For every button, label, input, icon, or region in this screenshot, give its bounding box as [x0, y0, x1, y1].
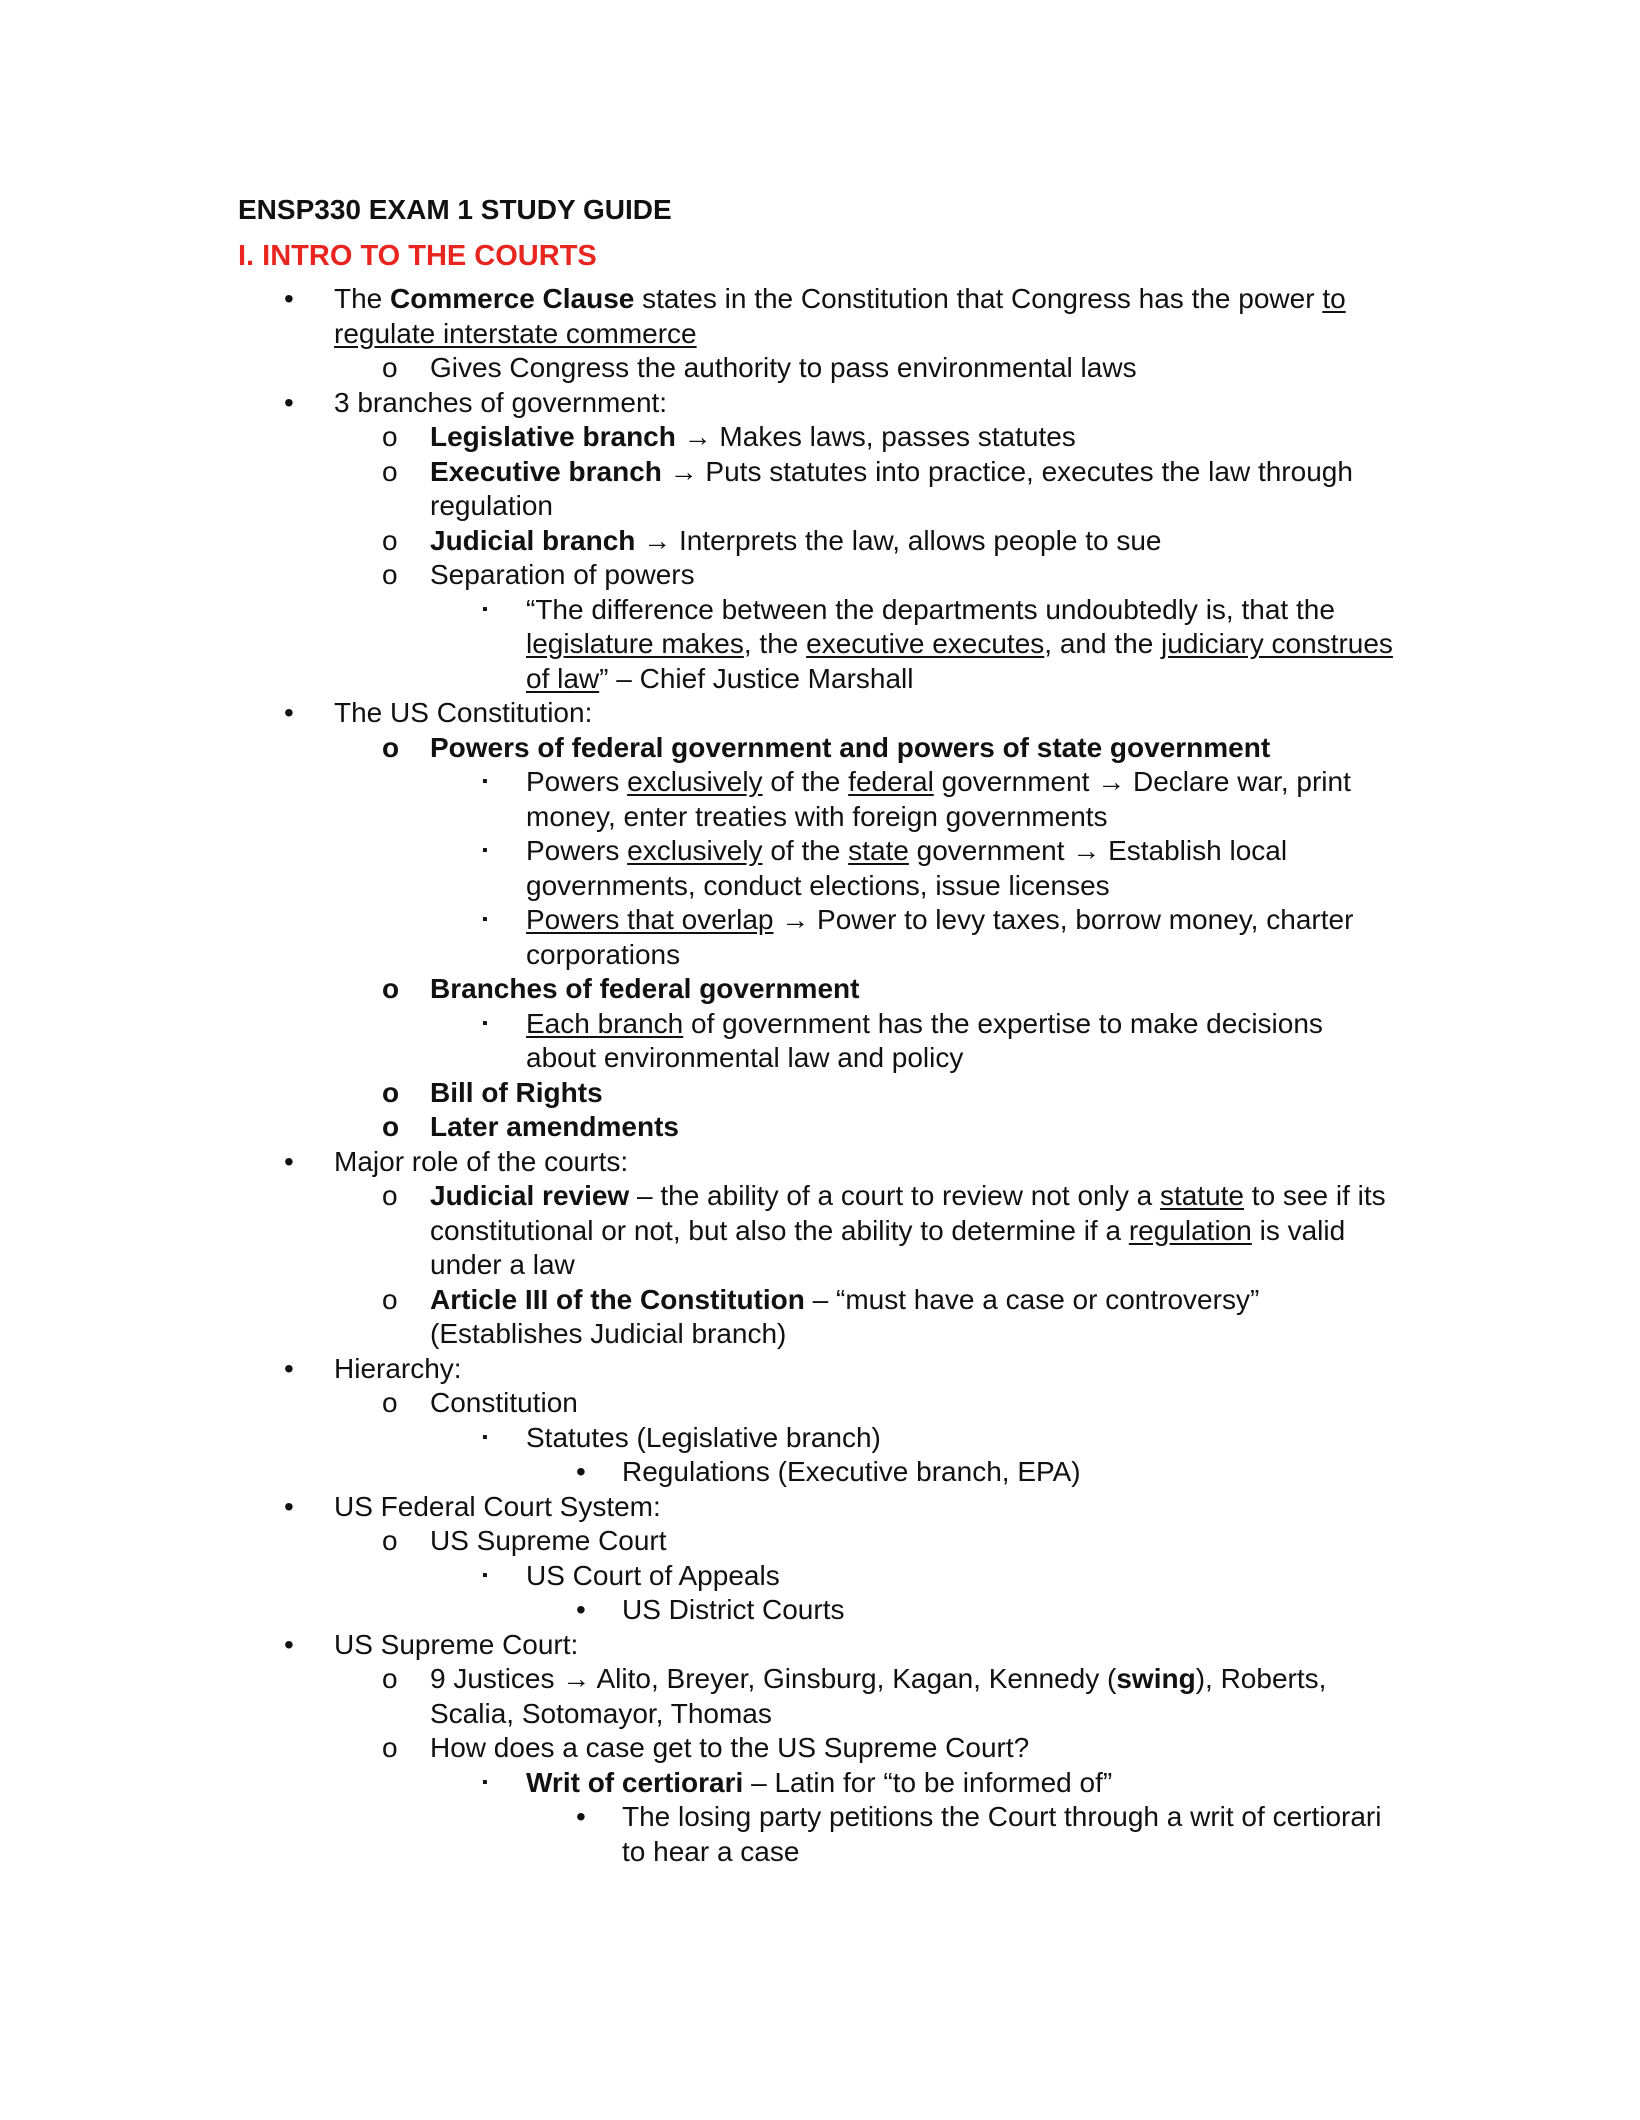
bullet-marker: • — [284, 386, 294, 418]
underlined-text: legislature makes — [526, 628, 744, 659]
item-text: 3 branches of government: — [334, 386, 668, 418]
outline-item-level-2 — [238, 524, 1398, 559]
bold-term: Branches of federal government — [430, 973, 860, 1004]
bold-term: Powers of federal government and powers of state government — [430, 731, 1271, 763]
item-text: Powers — [526, 835, 628, 866]
bold-term: Commerce Clause — [390, 283, 635, 314]
bullet-marker: • — [284, 1145, 294, 1177]
item-text: US Court of Appeals — [526, 1559, 780, 1591]
circle-marker: o — [382, 352, 398, 383]
bold-term: Judicial review — [430, 1180, 630, 1211]
item-text: Powers — [526, 766, 628, 797]
item-text: → Power to levy taxes, borrow money, charter corporations — [526, 904, 1354, 970]
outline-item-level-2 — [238, 1524, 1398, 1559]
item-text: 9 Justices → Alito, Breyer, Ginsburg, Kagan, Kennedy ( — [430, 1663, 1117, 1694]
item-text: US Federal Court System: — [334, 1490, 661, 1522]
section-heading: I. INTRO TO THE COURTS — [238, 240, 597, 272]
circle-marker: o — [382, 1663, 398, 1694]
item-text: , the — [743, 628, 807, 659]
outline-item-level-2 — [238, 420, 1398, 455]
outline-item-level-2 — [238, 1110, 1398, 1145]
circle-marker: o — [382, 1180, 398, 1211]
circle-marker: o — [382, 1111, 400, 1142]
outline-item-level-2 — [238, 1283, 1398, 1352]
item-text: → Interprets the law, allows people to sue — [635, 524, 1162, 556]
outline-item-level-1 — [238, 386, 1398, 421]
bold-term: Bill of Rights — [430, 1076, 603, 1108]
bold-term: Legislative branch — [430, 421, 676, 452]
circle-marker: o — [382, 1387, 398, 1418]
outline-list — [238, 282, 1398, 1869]
circle-marker: o — [382, 1732, 398, 1763]
outline-item-level-4 — [238, 1593, 1398, 1628]
item-text: → Makes laws, passes statutes — [675, 421, 1076, 452]
underlined-text: to regulate interstate commerce — [334, 283, 1346, 349]
outline-item-level-1 — [238, 1490, 1398, 1525]
square-marker: ▪ — [482, 773, 488, 790]
item-text: The US Constitution: — [334, 697, 593, 728]
bold-term: swing — [1116, 1663, 1196, 1694]
item-text: states in the Constitution that Congress has the power — [634, 283, 1323, 314]
item-text: How does a case get to the US Supreme Court? — [430, 1732, 1030, 1763]
square-marker: ▪ — [482, 1566, 488, 1584]
underlined-text: federal — [848, 766, 934, 797]
outline-item-level-3 — [238, 593, 1398, 697]
outline-item-level-1 — [238, 696, 1398, 731]
bullet-marker: • — [284, 697, 294, 728]
underlined-text: exclusively — [627, 835, 763, 866]
item-text: ), Roberts, Scalia, Sotomayor, Thomas — [430, 1663, 1327, 1729]
item-text: of government has the expertise to make decisions about environmental law and policy — [526, 1007, 1323, 1073]
bullet-marker: • — [576, 1456, 586, 1487]
outline-item-level-2 — [238, 972, 1398, 1007]
circle-marker: o — [382, 559, 398, 590]
outline-item-level-3 — [238, 1421, 1398, 1456]
bullet-marker: • — [284, 1352, 294, 1384]
underlined-text: judiciary construes of law — [526, 628, 1393, 694]
underlined-text: exclusively — [627, 766, 763, 797]
square-marker: ▪ — [482, 911, 488, 928]
outline-item-level-3 — [238, 1559, 1398, 1594]
item-text: government → Establish local governments, conduct elections, issue licenses — [526, 835, 1288, 901]
outline-item-level-1 — [238, 282, 1398, 351]
outline-item-level-3 — [238, 1766, 1398, 1801]
circle-marker: o — [382, 455, 398, 487]
outline-item-level-4 — [238, 1455, 1398, 1490]
item-text: government → Declare war, print money, enter treaties with foreign governments — [526, 766, 1351, 832]
outline-item-level-3 — [238, 1007, 1398, 1076]
square-marker: ▪ — [482, 1773, 488, 1791]
item-text: Gives Congress the authority to pass environmental laws — [430, 352, 1137, 383]
square-marker: ▪ — [482, 1014, 488, 1032]
item-text: Hierarchy: — [334, 1352, 462, 1384]
square-marker: ▪ — [482, 600, 488, 618]
underlined-text: Each branch — [526, 1007, 684, 1039]
item-text: Constitution — [430, 1387, 578, 1418]
outline-item-level-1 — [238, 1628, 1398, 1663]
item-text: of the — [762, 766, 849, 797]
outline-item-level-2 — [238, 1179, 1398, 1283]
outline-item-level-2 — [238, 731, 1398, 766]
bold-term: Executive branch — [430, 455, 662, 487]
bullet-marker: • — [576, 1801, 586, 1832]
item-text: – the ability of a court to review not only a — [629, 1180, 1160, 1211]
circle-marker: o — [382, 973, 400, 1004]
study-guide-document — [238, 190, 1398, 1869]
square-marker: ▪ — [482, 842, 488, 859]
outline-item-level-2 — [238, 1662, 1398, 1731]
item-text: of the — [762, 835, 849, 866]
item-text: The — [334, 283, 391, 314]
underlined-text: regulation — [1128, 1214, 1252, 1246]
outline-item-level-2 — [238, 1731, 1398, 1766]
item-text: , and the — [1044, 628, 1162, 659]
outline-item-level-3 — [238, 834, 1398, 903]
outline-item-level-2 — [238, 455, 1398, 524]
outline-item-level-1 — [238, 1145, 1398, 1180]
outline-item-level-2 — [238, 1386, 1398, 1421]
item-text: “The difference between the departments undoubtedly is, that the — [526, 593, 1335, 625]
bullet-marker: • — [284, 1628, 294, 1660]
square-marker: ▪ — [482, 1428, 488, 1446]
item-text: Major role of the courts: — [334, 1145, 629, 1177]
item-text: – “must have a case or controversy” (Establishes Judicial branch) — [430, 1283, 1260, 1349]
outline-item-level-3 — [238, 903, 1398, 972]
outline-item-level-2 — [238, 351, 1398, 386]
circle-marker: o — [382, 1076, 400, 1108]
item-text: The losing party petitions the Court through a writ of certiorari to hear a case — [622, 1801, 1382, 1867]
circle-marker: o — [382, 1525, 398, 1556]
bold-term: Judicial branch — [430, 524, 636, 556]
circle-marker: o — [382, 1283, 398, 1315]
item-text: US Supreme Court: — [334, 1628, 579, 1660]
item-text: Statutes (Legislative branch) — [526, 1421, 881, 1453]
circle-marker: o — [382, 524, 398, 556]
outline-item-level-4 — [238, 1800, 1398, 1869]
item-text: → Puts statutes into practice, executes the law through regulation — [430, 455, 1353, 521]
bullet-marker: • — [284, 1490, 294, 1522]
bold-term: Article III of the Constitution — [430, 1283, 805, 1315]
underlined-text: state — [848, 835, 909, 866]
bullet-marker: • — [284, 283, 294, 314]
item-text: ” – Chief Justice Marshall — [599, 662, 914, 694]
item-text: – Latin for “to be informed of” — [743, 1766, 1113, 1798]
bold-term: Writ of certiorari — [526, 1766, 744, 1798]
item-text: US Supreme Court — [430, 1525, 667, 1556]
item-text: US District Courts — [622, 1594, 845, 1625]
document-title: ENSP330 EXAM 1 STUDY GUIDE — [238, 194, 672, 225]
outline-item-level-2 — [238, 558, 1398, 593]
bullet-marker: • — [576, 1594, 586, 1625]
item-text: is valid under a law — [430, 1214, 1346, 1280]
outline-item-level-1 — [238, 1352, 1398, 1387]
outline-item-level-3 — [238, 765, 1398, 834]
item-text: Regulations (Executive branch, EPA) — [622, 1456, 1081, 1487]
bold-term: Later amendments — [430, 1111, 679, 1142]
underlined-text: statute — [1159, 1180, 1245, 1211]
circle-marker: o — [382, 421, 398, 452]
underlined-text: executive executes — [806, 628, 1045, 659]
item-text: to see if its constitutional or not, but also the ability to determine if a — [430, 1180, 1386, 1246]
circle-marker: o — [382, 731, 400, 763]
outline-item-level-2 — [238, 1076, 1398, 1111]
underlined-text: Powers that overlap — [526, 904, 774, 935]
item-text: Separation of powers — [430, 559, 695, 590]
